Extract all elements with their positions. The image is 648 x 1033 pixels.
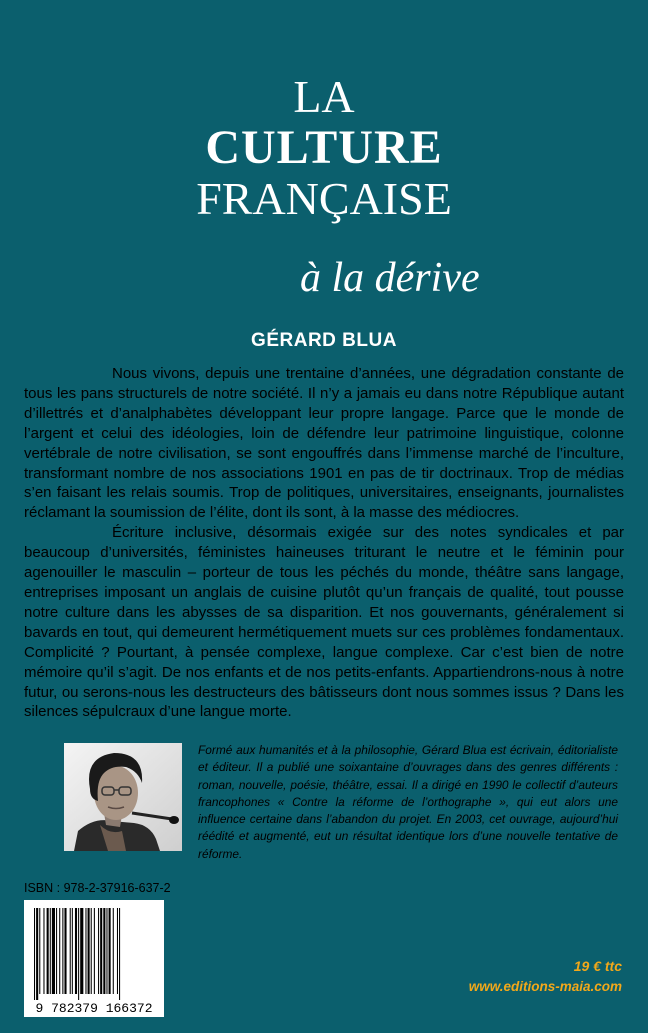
title-line-3: FRANÇAISE xyxy=(196,173,452,224)
barcode-bar xyxy=(106,908,107,994)
author-name: GÉRARD BLUA xyxy=(251,330,397,351)
barcode-bar xyxy=(47,908,49,994)
title-line-2: CULTURE xyxy=(205,121,443,174)
back-cover-text xyxy=(24,364,624,722)
website-url[interactable]: www.editions-maia.com xyxy=(468,979,622,994)
barcode-image xyxy=(24,900,164,1017)
barcode-bar xyxy=(100,908,102,994)
paragraph: Écriture inclusive, désormais exigée sur des notes syndicales et par beaucoup d’universités, féministes haineuses triturant le neutre et le féminin pour agenouiller le masculin – porteur de tous les péchés du monde, théâtre sans langage, entreprises imposant un anglais de cuisine plutôt qu’un français de qualité, tout pousse notre culture dans les abysses de sa disparition. Et nos gouvernants, généralement si bavards en tout, qui demeurent hermétiquement muets sur ces problèmes fondamentaux. Complicité ? Pourtant, à pensée complexe, langue complexe. Car c’est bien de notre mémoire qu’il s’agit. De nos enfants et de nos petits-enfants. Appartiendrons-nous à notre futur, ou serons-nous les destructeurs des bâtisseurs dont nous sommes issus ? Dans les silences sépulcraux d’une langue morte. xyxy=(24,524,624,721)
barcode-bar xyxy=(52,908,55,994)
barcode-bar xyxy=(62,908,63,994)
barcode-bar xyxy=(72,908,73,994)
barcode-bar xyxy=(39,908,40,994)
isbn: ISBN : 978-2-37916-637-2 xyxy=(24,881,171,895)
barcode xyxy=(24,900,164,1017)
author-photo-image xyxy=(64,743,182,851)
barcode-digits: 9 782379 166372 xyxy=(35,1001,153,1016)
barcode-bar xyxy=(94,908,95,994)
barcode-bar xyxy=(113,908,114,994)
title-line-1: LA xyxy=(293,71,355,122)
barcode-bar xyxy=(117,908,118,994)
barcode-bar xyxy=(75,908,77,994)
barcode-bar xyxy=(85,908,86,994)
author-photo xyxy=(64,743,182,851)
barcode-bar xyxy=(34,908,35,1000)
barcode-bar xyxy=(119,908,120,1000)
price: 19 € ttc xyxy=(573,958,622,974)
barcode-bar xyxy=(78,908,79,1000)
barcode-bar xyxy=(103,908,105,994)
barcode-bar xyxy=(56,908,57,994)
barcode-bar xyxy=(91,908,92,994)
barcode-bar xyxy=(64,908,66,994)
barcode-bar xyxy=(50,908,51,994)
barcode-bar xyxy=(59,908,60,994)
barcode-bar xyxy=(70,908,71,994)
barcode-bar xyxy=(43,908,44,994)
barcode-bar xyxy=(88,908,90,994)
barcode-bar xyxy=(109,908,111,994)
barcode-bar xyxy=(98,908,99,994)
barcode-bar xyxy=(80,908,83,994)
author-bio: Formé aux humanités et à la philosophie, Gérard Blua est écrivain, éditorialiste et éditeur. Il a publié une soixantaine d’ouvrages dans des genres différents : roman, nouvelle, poésie, théâtre, essai. Il a dirigé en 1990 le collectif d’auteurs francophones « Contre la réforme de l’orthographe », qui eut alors une influence certaine dans l’abandon du projet. En 2003, cet ouvrage, aujourd’hui réédité et augmenté, eut un résultat identique lors d’une nouvelle tentative de réforme. xyxy=(198,743,618,861)
subtitle: à la dérive xyxy=(300,255,480,301)
paragraph: Nous vivons, depuis une trentaine d’années, une dégradation constante de tous les pans structurels de notre société. Il n’y a jamais eu dans notre République autant d’illettrés et d’analphabètes développant leur propre langage. Parce que le monde de l’argent et celui des idéologies, loin de défendre leur patrimoine linguistique, colonne vertébrale de notre civilisation, se sont engouffrés dans l’immense marché de l’inculture, transformant nombre de nos associations 1901 en pas de tir doctrinaux. Trop de médias s’en faisant les relais soumis. Trop de politiques, universitaires, enseignants, journalistes réclamant la soumission de l’élite, dont ils sont, à la masse des médiocres. xyxy=(24,365,624,522)
barcode-bar xyxy=(36,908,38,1000)
